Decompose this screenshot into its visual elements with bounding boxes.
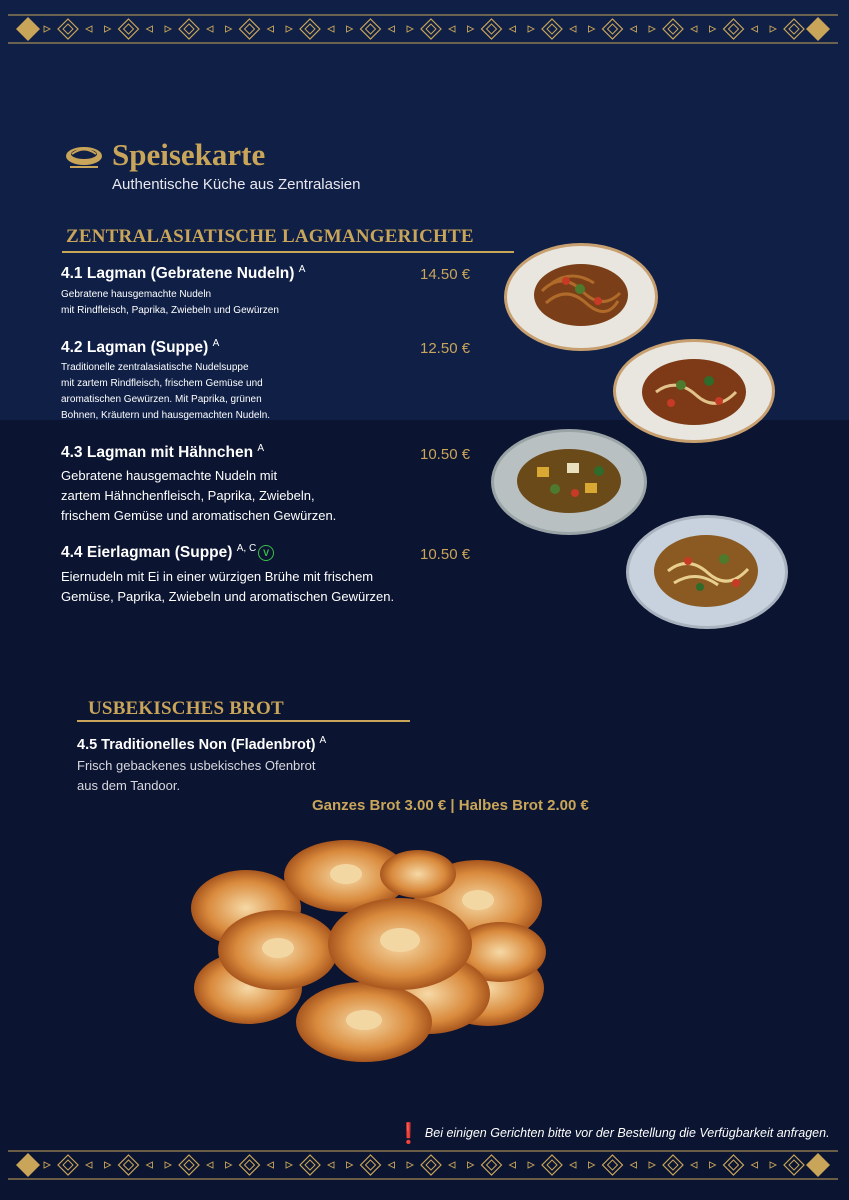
bottom-ornament-border — [8, 1150, 838, 1180]
dish-name-4-2: 4.2 Lagman (Suppe) $^A$ — [61, 338, 220, 357]
vegetarian-icon: V — [258, 545, 274, 561]
ornament-pattern-bottom — [8, 1150, 838, 1180]
page-title: Speisekarte — [112, 137, 266, 172]
exclamation-icon: ❗ — [396, 1123, 421, 1145]
dish-price-4-2: 12.50 € — [420, 340, 471, 357]
section-title-lagman: ZENTRALASIATISCHE LAGMANGERICHTE — [66, 226, 474, 247]
dish-name-4-5: 4.5 Traditionelles Non (Fladenbrot) $^A$ — [77, 735, 327, 753]
dish-image-eierlagman — [624, 513, 790, 631]
section-title-bread: USBEKISCHES BROT — [88, 698, 284, 719]
availability-notice: ❗ Bei einigen Gerichten bitte vor der Bestellung die Verfügbarkeit anfragen. — [396, 1123, 830, 1145]
bread-image-non — [188, 838, 550, 1066]
dish-description-4-3: Gebratene hausgemachte Nudeln mit zartem Hähnchenfleisch, Paprika, Zwiebeln, frischem Gemüse und aromatischen Gewürzen. — [61, 468, 337, 523]
dish-description-4-1: Gebratene hausgemachte Nudeln mit Rindfleisch, Paprika, Zwiebeln und Gewürzen — [61, 289, 279, 316]
page-subtitle: Authentische Küche aus Zentralasien — [112, 176, 361, 193]
dish-description-4-5: Frisch gebackenes usbekisches Ofenbrot aus dem Tandoor. — [77, 758, 316, 793]
plate-logo-icon — [64, 143, 104, 171]
dish-name-4-4: 4.4 Eierlagman (Suppe) $^{A, C}$ V — [61, 543, 274, 562]
diamond-ornament-icon — [16, 1153, 40, 1177]
top-ornament-border — [8, 14, 838, 44]
dish-price-4-3: 10.50 € — [420, 446, 471, 463]
dish-name-4-1: 4.1 Lagman (Gebratene Nudeln) $^A$ — [61, 264, 306, 283]
dish-description-4-2: Traditionelle zentralasiatische Nudelsuppe mit zartem Rindfleisch, frischem Gemüse und aromatischen Gewürzen. Mit Paprika, grünen Bohnen, Kräutern und hausgemachten Nudeln. — [61, 362, 271, 421]
dish-name-4-3: 4.3 Lagman mit Hähnchen $^A$ — [61, 443, 265, 462]
section-underline-lagman — [62, 251, 514, 253]
dish-description-4-4: Eiernudeln mit Ei in einer würzigen Brühe mit frischem Gemüse, Paprika, Zwiebeln und aromatischen Gewürzen. — [61, 569, 395, 604]
dish-price-4-1: 14.50 € — [420, 266, 471, 283]
dish-price-4-4: 10.50 € — [420, 546, 471, 563]
diamond-ornament-icon — [16, 17, 40, 41]
section-underline-bread — [77, 720, 410, 722]
ornament-pattern-top — [8, 14, 838, 44]
bread-price-line: Ganzes Brot 3.00 € | Halbes Brot 2.00 € — [312, 797, 589, 814]
